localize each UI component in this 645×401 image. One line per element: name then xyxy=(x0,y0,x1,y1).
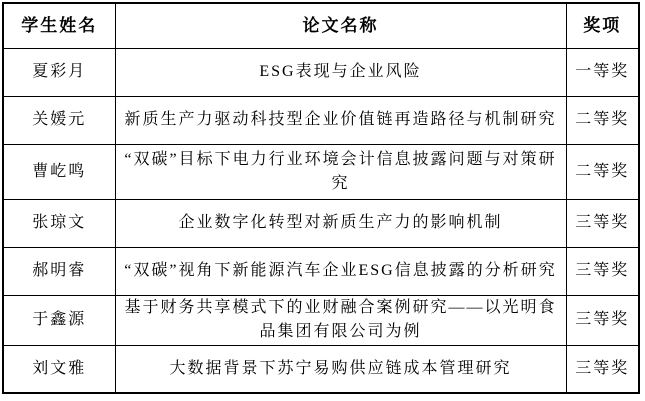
student-name-cell: 于鑫源 xyxy=(3,295,115,345)
student-name-cell: 曹屹鸣 xyxy=(3,144,115,199)
award-cell: 三等奖 xyxy=(566,247,639,295)
award-cell: 二等奖 xyxy=(566,144,639,199)
paper-title-cell: “双碳”目标下电力行业环境会计信息披露问题与对策研究 xyxy=(115,144,566,199)
student-name-cell: 郝明睿 xyxy=(3,247,115,295)
student-name-cell: 刘文雅 xyxy=(3,345,115,393)
student-name-cell: 夏彩月 xyxy=(3,48,115,96)
table-row xyxy=(3,345,639,393)
award-cell: 三等奖 xyxy=(566,295,639,345)
student-name-cell: 关媛元 xyxy=(3,96,115,144)
table-row xyxy=(3,199,639,247)
table-row xyxy=(3,144,639,199)
paper-title-cell: 大数据背景下苏宁易购供应链成本管理研究 xyxy=(115,345,566,393)
paper-title-cell: 企业数字化转型对新质生产力的影响机制 xyxy=(115,199,566,247)
header-paper-title: 论文名称 xyxy=(115,3,566,48)
paper-title-cell: 新质生产力驱动科技型企业价值链再造路径与机制研究 xyxy=(115,96,566,144)
table-row xyxy=(3,96,639,144)
award-cell: 三等奖 xyxy=(566,345,639,393)
paper-title-cell: 基于财务共享模式下的业财融合案例研究——以光明食品集团有限公司为例 xyxy=(115,295,566,345)
header-award: 奖项 xyxy=(566,3,639,48)
header-student-name: 学生姓名 xyxy=(3,3,115,48)
paper-title-cell: “双碳”视角下新能源汽车企业ESG信息披露的分析研究 xyxy=(115,247,566,295)
table-row xyxy=(3,48,639,96)
student-awards-table xyxy=(2,2,640,394)
award-cell: 一等奖 xyxy=(566,48,639,96)
award-cell: 三等奖 xyxy=(566,199,639,247)
header-row xyxy=(3,3,639,48)
table-row xyxy=(3,247,639,295)
student-name-cell: 张琼文 xyxy=(3,199,115,247)
table-row xyxy=(3,295,639,345)
paper-title-cell: ESG表现与企业风险 xyxy=(115,48,566,96)
award-cell: 二等奖 xyxy=(566,96,639,144)
